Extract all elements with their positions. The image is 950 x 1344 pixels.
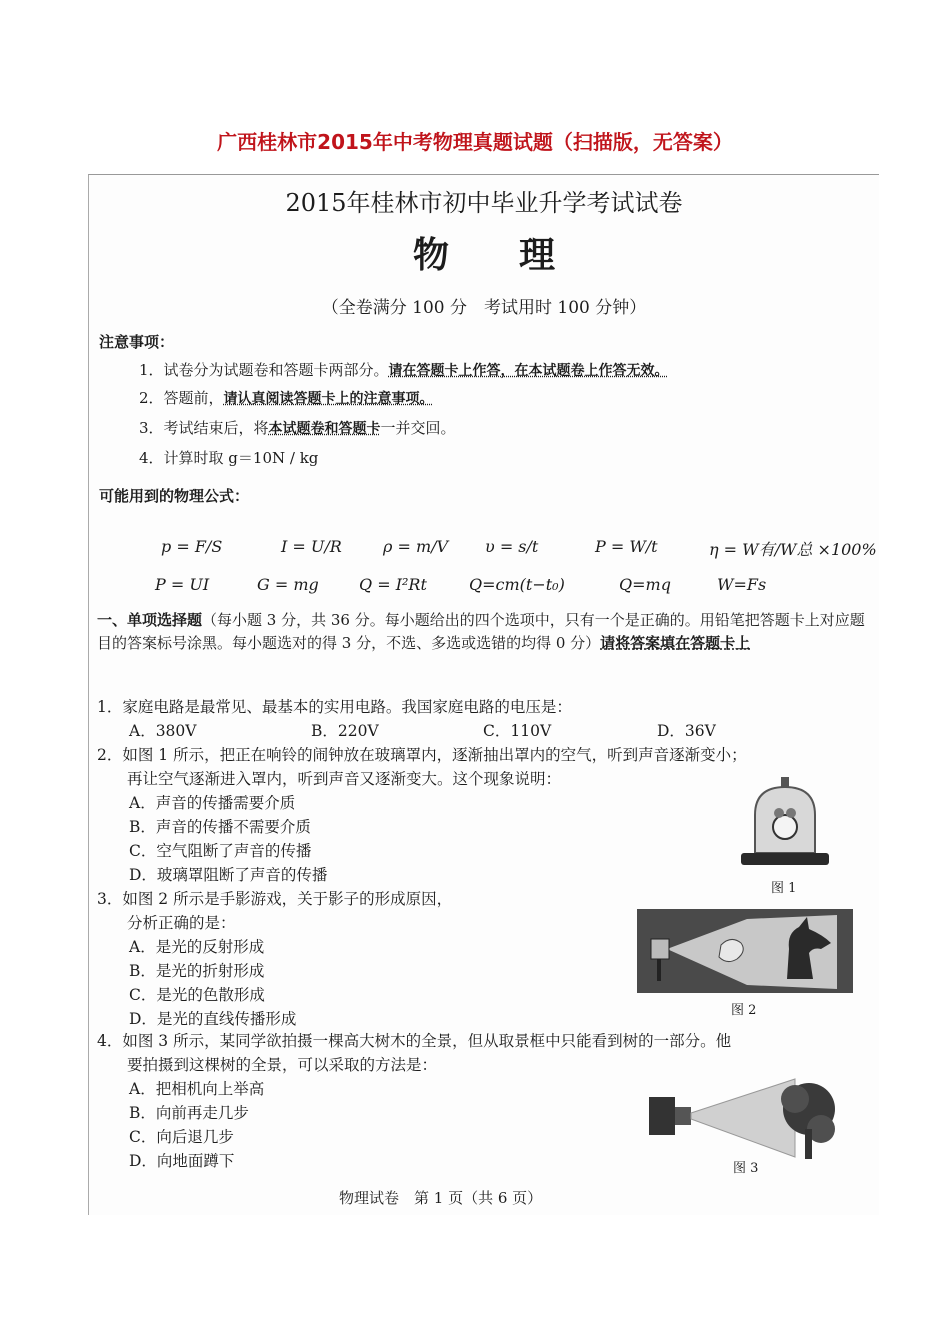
q2-option-a: A．声音的传播需要介质 [129,794,296,812]
notes-heading: 注意事项： [99,333,175,351]
q2-option-d: D．玻璃罩阻断了声音的传播 [129,866,328,884]
subject-title: 物理 [412,234,625,276]
figure-2-caption: 图 2 [731,1003,757,1018]
q4-option-a: A．把相机向上举高 [129,1080,265,1098]
note-1: 1．试卷分为试题卷和答题卡两部分。请在答题卡上作答，在本试题卷上作答无效。 [139,361,669,379]
formula-specific-heat: Q=cm(t−t₀) [469,575,565,594]
question-4-stem-line1: 4．如图 3 所示，某同学欲拍摄一棵高大树木的全景，但从取景框中只能看到树的一部分。他 [97,1032,732,1050]
formula-current: I = U/R [281,537,342,556]
q3-option-b: B．是光的折射形成 [129,962,265,980]
formula-joule-heat: Q = I²Rt [359,575,427,594]
formula-power: P = W/t [595,537,658,556]
hand-shadow-figure [637,909,853,993]
bell-jar-figure [735,775,835,871]
question-2-stem-line1: 2．如图 1 所示，把正在响铃的闹钟放在玻璃罩内，逐渐抽出罩内的空气，听到声音逐渐变小； [97,746,747,764]
formula-density: ρ = m/V [383,537,449,556]
q4-option-d: D．向地面蹲下 [129,1152,235,1170]
question-3-stem-line1: 3．如图 2 所示是手影游戏，关于影子的形成原因， [97,890,453,908]
q3-option-c: C．是光的色散形成 [129,986,265,1004]
score-time-info: （全卷满分 100 分 考试用时 100 分钟） [321,298,647,318]
formulas-heading: 可能用到的物理公式： [99,487,250,505]
formula-fuel-heat: Q=mq [619,575,671,594]
q1-option-d: D．36V [657,722,716,740]
q1-option-b: B．220V [311,722,379,740]
q4-option-b: B．向前再走几步 [129,1104,249,1122]
section-1-instructions: 一、单项选择题（每小题 3 分，共 36 分。每小题给出的四个选项中，只有一个是正确的。用铅笔把答题卡上对应题目的答案标号涂黑。每小题选对的得 3 分，不选、多选或选错的均得 0 分）请将答案填在答题卡上 [97,611,865,652]
page-footer: 物理试卷 第 1 页（共 6 页） [339,1189,543,1207]
formula-pressure: p = F/S [161,537,223,556]
formula-gravity: G = mg [257,575,319,594]
note-3: 3．考试结束后，将本试题卷和答题卡一并交回。 [139,419,456,437]
q3-option-d: D．是光的直线传播形成 [129,1010,297,1028]
document-title: 广西桂林市2015年中考物理真题试题（扫描版，无答案） [217,130,733,154]
question-4-stem-line2: 要拍摄到这棵树的全景，可以采取的方法是： [127,1056,438,1074]
question-1-stem: 1．家庭电路是最常见、最基本的实用电路。我国家庭电路的电压是： [97,698,572,716]
figure-3-caption: 图 3 [733,1161,759,1176]
q2-option-b: B．声音的传播不需要介质 [129,818,311,836]
q4-option-c: C．向后退几步 [129,1128,234,1146]
formula-speed: υ = s/t [485,537,539,556]
formula-work: W=Fs [717,575,767,594]
formula-efficiency: η = W有/W总 ×100% [709,540,877,559]
paper-title: 2015年桂林市初中毕业升学考试试卷 [285,189,683,217]
note-2: 2．答题前，请认真阅读答题卡上的注意事项。 [139,389,434,407]
q2-option-c: C．空气阻断了声音的传播 [129,842,312,860]
question-3-stem-line2: 分析正确的是： [127,914,236,932]
scanned-page [88,174,879,1215]
note-4: 4．计算时取 g＝10N / kg [139,449,319,467]
q1-option-a: A．380V [129,722,197,740]
q1-option-c: C．110V [483,722,552,740]
camera-tree-figure [645,1069,841,1163]
q3-option-a: A．是光的反射形成 [129,938,265,956]
formula-electric-power: P = UI [155,575,210,594]
question-2-stem-line2: 再让空气逐渐进入罩内，听到声音又逐渐变大。这个现象说明： [127,770,562,788]
figure-1-caption: 图 1 [771,881,797,896]
